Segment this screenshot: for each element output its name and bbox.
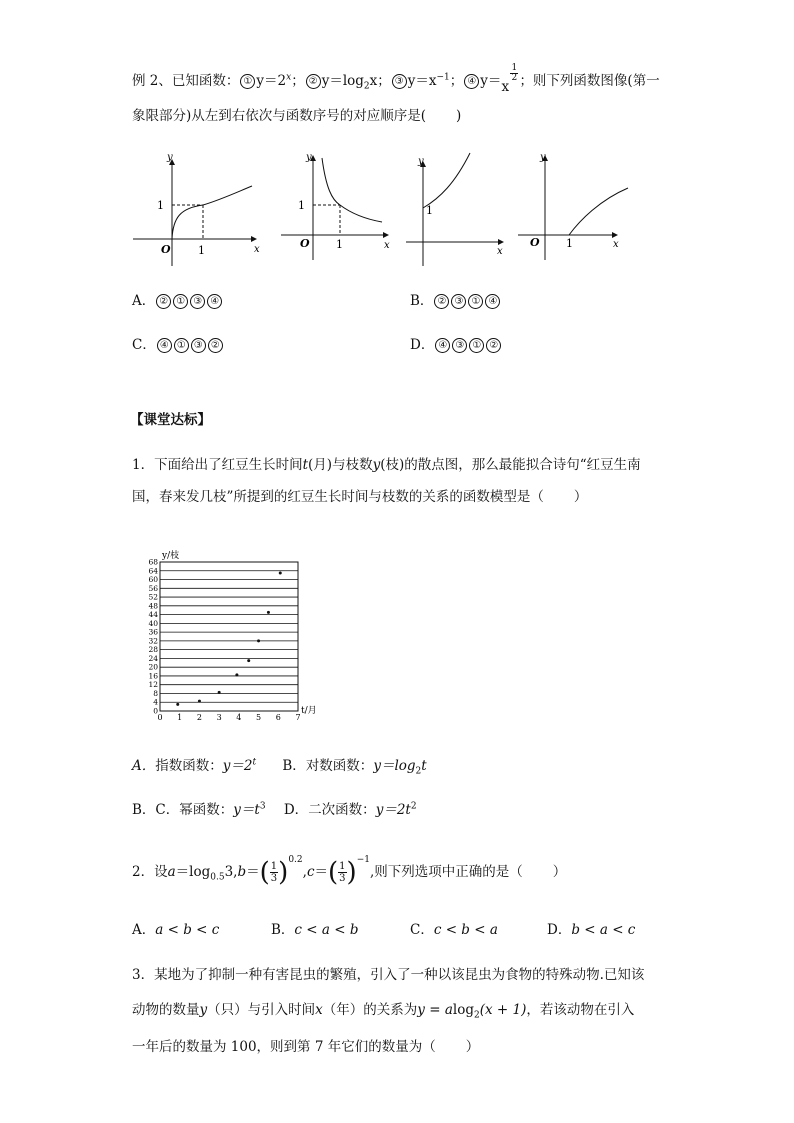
num-2: ② [306,74,321,89]
c: ④ [485,294,500,309]
data-point [198,700,201,703]
f3-sup: −1 [436,72,450,83]
f2-sub: 2 [363,81,370,92]
line1-tail: ；则下列函数图像(第一 [519,73,660,89]
c: ④ [207,294,222,309]
f4-power [501,63,519,95]
x-axis-label: t/月 [301,706,317,716]
y-tick-label: 36 [148,627,158,637]
data-point [218,691,221,694]
q2-text-a: 2．设 [132,864,168,880]
q3-text-a: 动物的数量 [132,1002,200,1018]
y-tick-label: 68 [148,557,158,567]
q1-options-row2 [132,801,417,819]
q2-eq: ＝ [246,864,260,880]
q1-opt-b-sub: 2 [415,766,422,777]
q1-opt-b-label: B． [282,758,306,774]
y-tick-label: 28 [148,645,158,655]
g1-y-one: 1 [157,199,164,212]
q2-tail-end: ） [552,864,567,880]
q1-opt-c-label: C． [155,802,180,818]
y-tick-label: 4 [153,697,158,707]
q2-opt-c-text: c < b < a [433,922,498,938]
ex2-option-d [410,336,502,354]
q3-formula-sub: 2 [473,1010,480,1021]
c: ③ [452,338,467,353]
q3-text-d: ，若该动物在引入 [526,1002,635,1018]
c: ① [173,294,188,309]
q1-opt-d-text: 二次函数： [308,802,376,818]
c: ② [434,294,449,309]
y-tick-label: 20 [148,662,158,672]
g1-x-one: 1 [198,244,205,257]
ex2-a-label: A． [132,293,156,309]
g1-origin: O [161,243,171,256]
data-point [257,639,260,642]
sep: ； [377,73,391,89]
y-tick-label: 64 [148,566,158,576]
q2-frac-b [270,861,278,884]
c: ④ [157,338,172,353]
y-axis-label: y/枝 [162,551,180,561]
c: ② [156,294,171,309]
q1-text-b: (月)与枝数 [308,457,373,473]
q2-opt-d-text: b < a < c [571,922,636,938]
q2-opt-d-label: D． [547,922,572,938]
q2-opt-a-text: a < b < c [155,922,220,938]
q1-t: t [302,457,309,473]
ex2-option-b [410,292,501,310]
q2-frac-c-den: 3 [339,873,346,884]
data-point [247,659,250,662]
q1-text-a: 1．下面给出了红豆生长时间 [132,457,303,473]
data-point [176,703,179,706]
q2-eq2: ＝ [314,864,328,880]
g2-x-one: 1 [336,238,343,251]
q2-b-exp: 0.2 [288,855,303,865]
y-tick-label: 32 [148,636,158,646]
q2-comma2: , [302,864,307,880]
q3-x: x [315,1002,323,1018]
q1-opt-a-text: 指数函数： [155,758,223,774]
q2-frac-b-num: 1 [270,861,278,872]
q1-y: y [372,457,381,473]
graph-1 [133,152,260,266]
c: ② [208,338,223,353]
x-tick-label: 3 [216,713,222,720]
f2: y＝log [321,73,364,89]
q2-comma1: , [233,864,238,880]
q1-opt-b-formula: y＝log [373,758,416,774]
ex2-option-c [132,336,224,354]
graph-4 [518,152,628,260]
g1-y-label: y [167,152,173,163]
section-title: 【课堂达标】 [130,412,211,428]
data-point [235,673,238,676]
data-point [267,611,270,614]
data-point [279,571,282,574]
c: ① [468,294,483,309]
q1-line2-end: ） [573,489,588,505]
c: ① [469,338,484,353]
q2-frac-c-num: 1 [339,861,346,872]
q2-opt-b-text: c < a < b [294,922,359,938]
g2-origin: O [300,237,310,250]
q1-opt-c-prefix: B． [132,802,156,818]
g4-y-label: y [540,152,546,163]
sep: ； [449,73,464,89]
q2-opt-b [271,921,358,939]
x-tick-label: 6 [275,713,281,720]
q2-frac-b-den: 3 [270,873,278,884]
f4-exp [510,64,518,83]
y-tick-label: 8 [153,688,158,698]
q2-opt-c-label: C． [410,922,434,938]
q1-opt-b-tail: t [421,758,427,774]
f4-base: x [501,79,510,95]
g2-x-label: x [384,240,390,251]
q2-c-exp: −1 [356,855,370,865]
ex2-b-label: B． [410,293,434,309]
example2-label: 例 2、已知函数： [132,73,240,89]
y-tick-label: 60 [148,575,158,585]
y-tick-label: 40 [148,618,158,628]
f4-den: 2 [511,73,518,83]
q2-log-arg: 3 [224,864,234,880]
g1-x-label: x [254,244,260,255]
y-tick-label: 0 [153,706,158,716]
function-graphs [0,148,794,278]
q1-opt-d-formula: y＝2t [375,802,411,818]
q3-formula-arg: (x + 1) [479,1002,527,1018]
q3-line3-end: ） [465,1039,480,1055]
q2-tail: ,则下列选项中正确的是（ [369,864,523,880]
f4: y＝ [480,73,502,89]
q3-formula-log: log [452,1002,474,1018]
q2-opt-a [132,921,219,939]
q1-opt-d-label: D． [283,802,309,818]
f4-num: 1 [511,63,518,73]
q1-opt-a-formula: y＝2 [222,758,253,774]
y-tick-label: 56 [148,583,158,593]
g4-x-label: x [613,239,619,250]
scatter-chart [140,548,340,720]
x-tick-label: 2 [196,713,202,720]
q1-opt-c-text: 幂函数： [179,802,234,818]
x-tick-label: 4 [236,713,242,720]
q3-line1: 3．某地为了抑制一种有害昆虫的繁殖，引入了一种以该昆虫为食物的特殊动物.已知该 [132,967,645,983]
c: ② [486,338,501,353]
c: ③ [190,294,205,309]
c: ① [174,338,189,353]
y-tick-label: 16 [148,671,158,681]
g3-y-one: 1 [426,204,433,217]
q2-opt-d [547,921,635,939]
q2-a: a [167,864,176,880]
q2-c: c [306,864,315,880]
graph-3 [406,153,503,266]
q2-opt-c [410,921,498,939]
example2-line2-end: ) [456,108,462,124]
q2-log-sub: 0.5 [210,872,225,883]
y-tick-label: 44 [148,610,158,620]
q1-opt-d-sup: 2 [410,801,417,812]
q2-line: 2．设$a=\log_{0.5}3,b=$( $\frac{1}{3}$ )$^{0.2}$,c＝( $\frac{1}{3}$ )$^{-1}$,则下列选项中正确的是（ ） [132,855,567,888]
c: ③ [191,338,206,353]
g2-y-one: 1 [298,199,305,212]
x-tick-label: 5 [256,713,262,720]
q1-opt-a-label: A． [132,758,156,774]
q1-opt-a-sup: t [252,757,257,768]
q3-formula-eq: = [424,1002,445,1018]
q3-line3 [132,1038,479,1056]
num-4: ④ [464,74,479,89]
f3: y＝x [407,73,437,89]
example2-line2-text: 象限部分)从左到右依次与函数序号的对应顺序是( [132,108,427,124]
q3-line3-text: 一年后的数量为 100，则到第 7 年它们的数量为（ [132,1039,436,1055]
g3-y-label: y [418,156,424,167]
q2-frac-c [338,861,346,884]
q3-text-c: （年）的关系为 [322,1002,418,1018]
x-tick-label: 7 [295,713,301,720]
q2-eq-log: ＝log [175,864,211,880]
q2-opt-b-label: B． [271,922,295,938]
g2-y-label: y [306,152,312,163]
f1-sup: x [286,72,292,83]
q3-text-b: （只）与引入时间 [207,1002,316,1018]
q2-b: b [237,864,247,880]
plot-frame [160,562,298,711]
g3-x-label: x [497,246,503,257]
q1-options-row1 [132,757,427,775]
y-tick-label: 24 [148,653,158,663]
f2-tail: x [369,73,378,89]
num-1: ① [240,74,255,89]
q1-opt-c-formula: y＝t [233,802,260,818]
ex2-d-label: D． [410,337,435,353]
y-tick-label: 52 [148,592,158,602]
example2-line2 [132,107,461,125]
q1-line2 [132,488,587,506]
q1-line2-text: 国，春来发几枝”所提到的红豆生长时间与枝数的关系的函数模型是（ [132,489,544,505]
c: ④ [435,338,450,353]
y-tick-label: 12 [148,680,158,690]
q3-formula-a: a [444,1002,453,1018]
q1-text-c: (枝)的散点图，那么最能拟合诗句“红豆生南 [380,457,641,473]
y-tick-label: 48 [148,601,158,611]
q1-line1 [132,456,641,474]
q3-y: y [199,1002,208,1018]
sep: ； [291,73,305,89]
g4-origin: O [530,236,540,249]
graph-2 [281,152,390,260]
q1-opt-c-sup: 3 [259,801,266,812]
q2-opt-a-label: A． [132,922,156,938]
f1: y＝2 [256,73,287,89]
g4-x-one: 1 [566,237,573,250]
c: ③ [451,294,466,309]
x-tick-label: 0 [157,713,163,720]
num-3: ③ [392,74,407,89]
example2-line1 [132,63,660,95]
q3-line2 [132,1001,634,1019]
x-tick-label: 1 [177,713,183,720]
ex2-option-a [132,292,223,310]
q3-formula-y: y [417,1002,425,1018]
q1-opt-b-text: 对数函数： [305,758,374,774]
ex2-c-label: C． [132,337,156,353]
